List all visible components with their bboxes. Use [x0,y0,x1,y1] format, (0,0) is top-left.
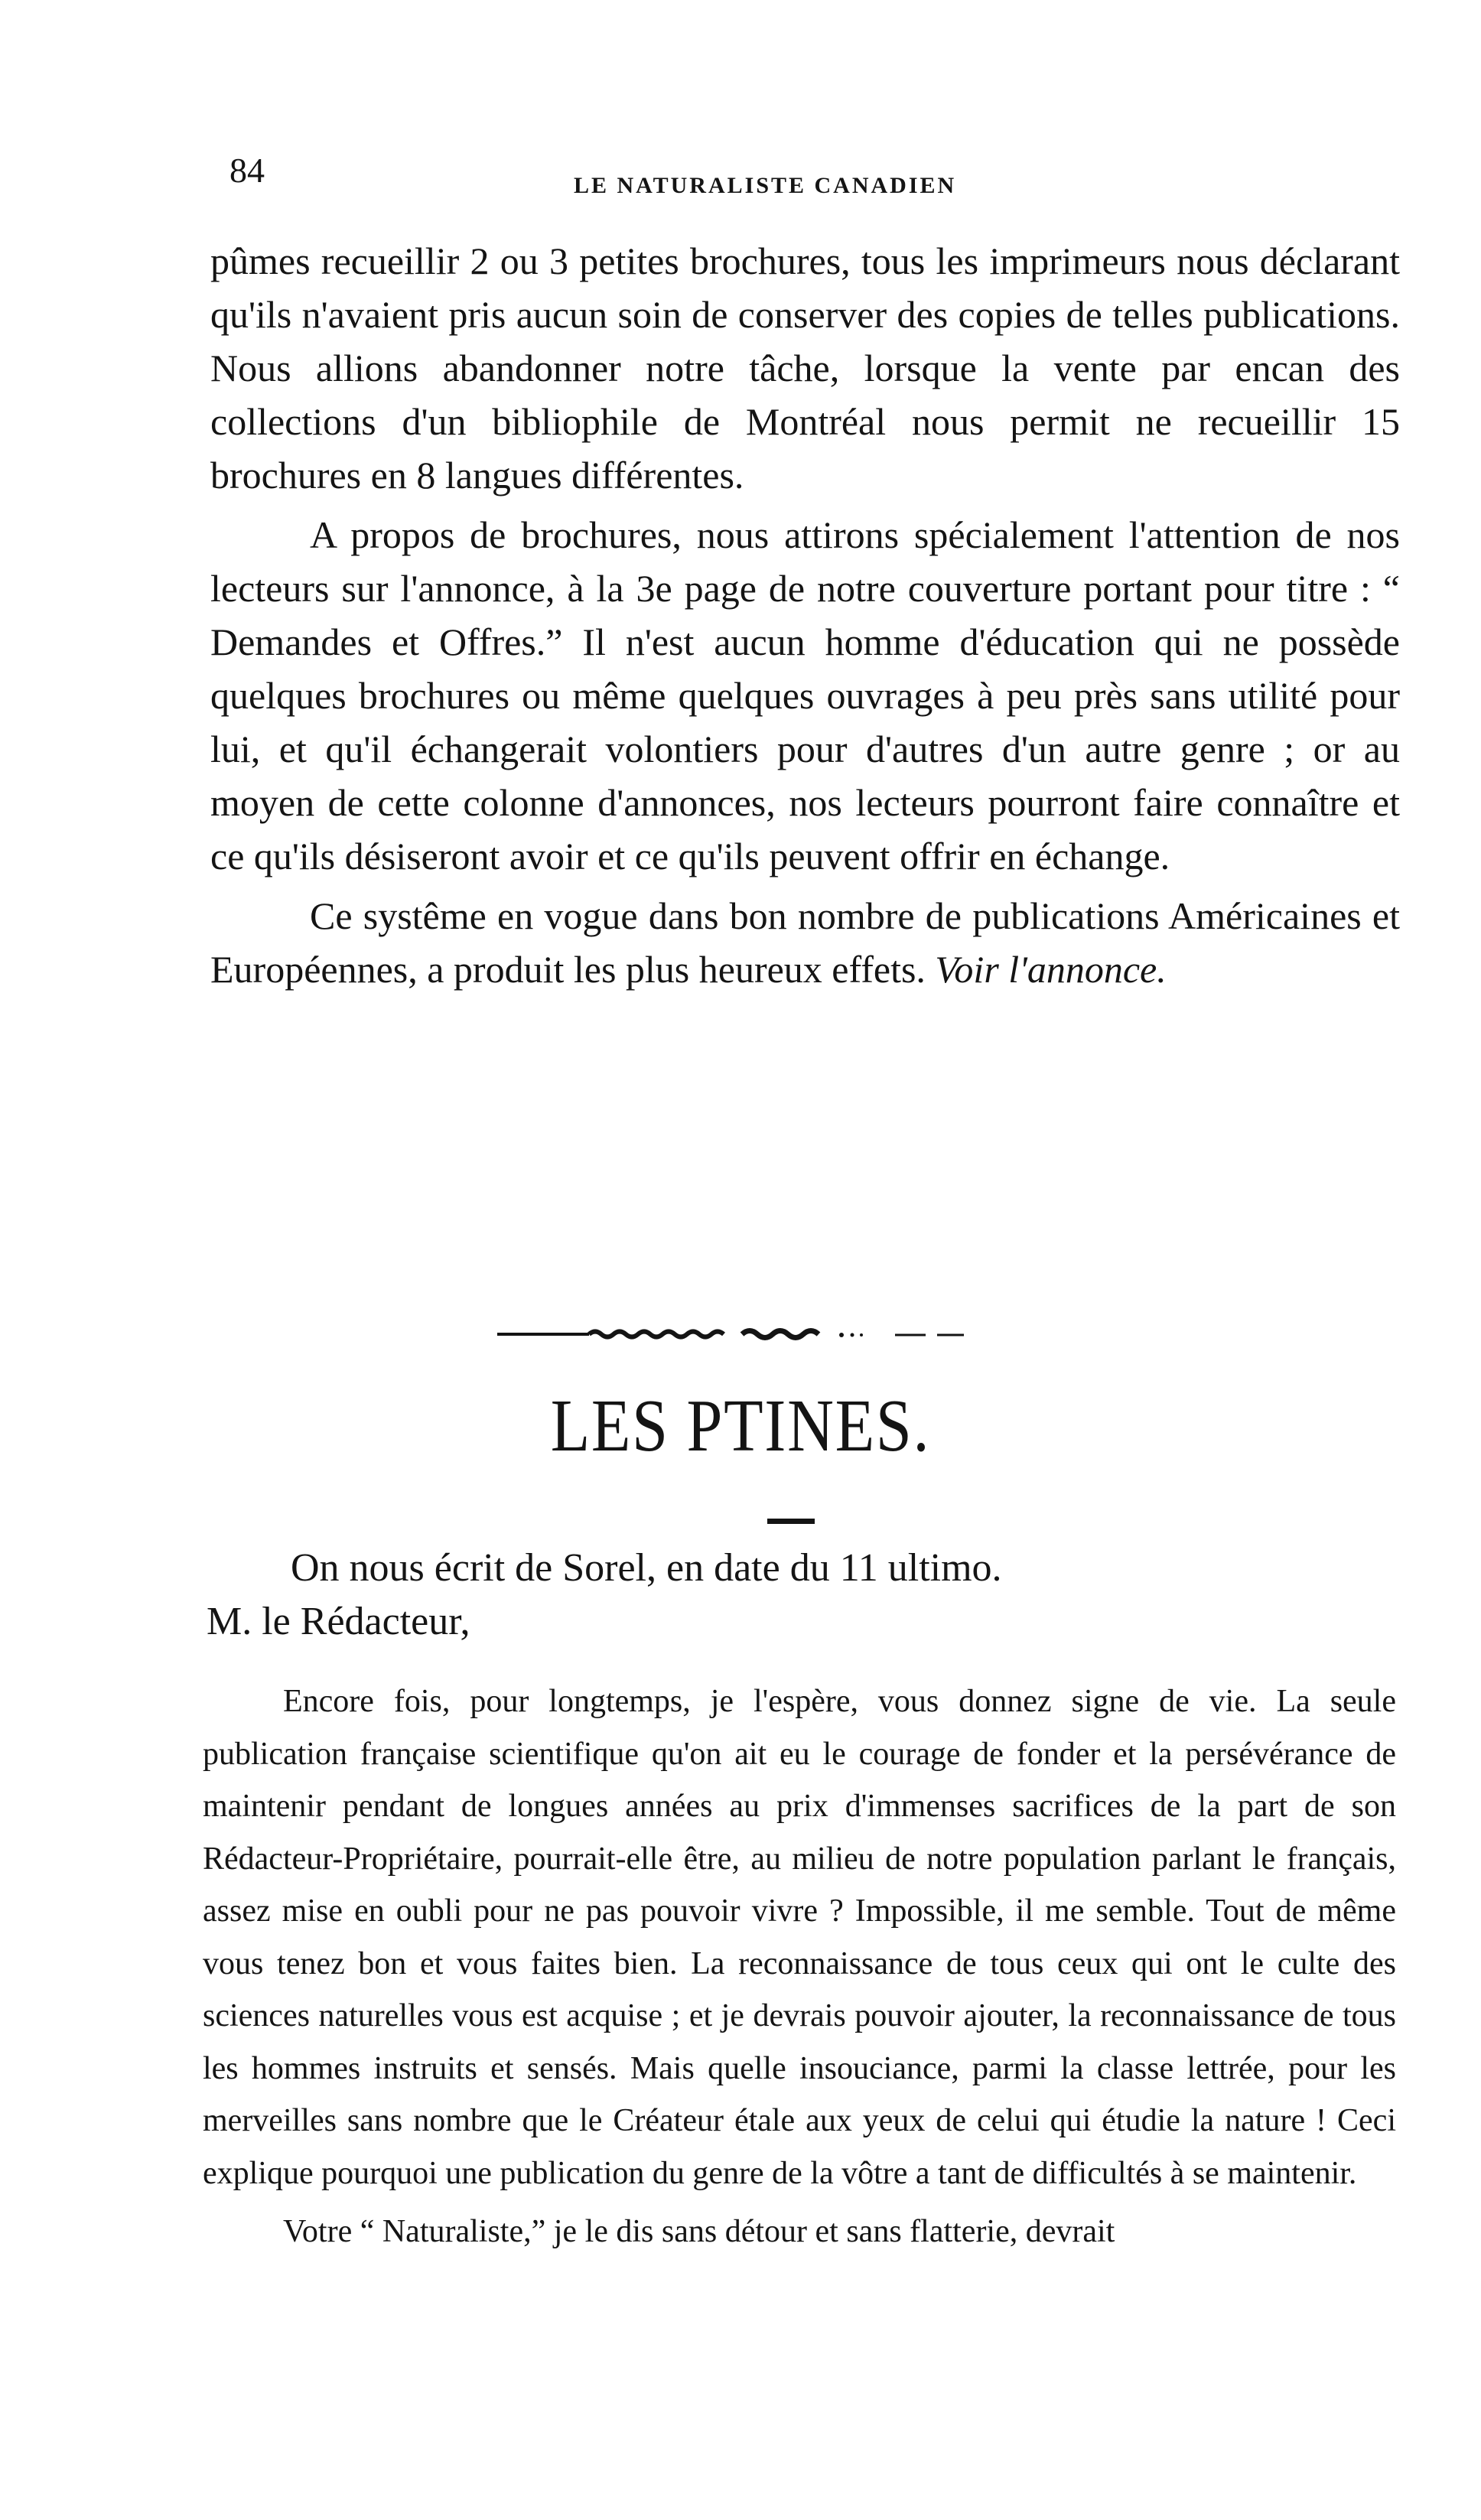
title-rule [767,1519,815,1524]
journal-title: LE NATURALISTE CANADIEN [574,173,957,198]
intro-text [210,234,1400,996]
letter-body [203,1675,1396,2258]
intro-paragraph-3 [210,889,1400,996]
section-title: LES PTINES. [550,1385,931,1467]
intro-paragraph-1: pûmes recueillir 2 ou 3 petites brochures, tous les imprimeurs nous déclarant qu'ils n'avaient pris aucun soin de conserver des copies de telles publications. Nous allions abandonner notre tâche, lorsque la vente par encan des collections d'un bibliophile de Montréal nous permit ne recueillir 15 brochures en 8 langues différentes. [210,239,1400,497]
intro-paragraph-3-text: Ce systême en vogue dans bon nombre de publications Américaines et Européennes, a produit les plus heureux effets. [210,894,1400,991]
letter-salutation: M. le Rédacteur, [207,1600,470,1643]
running-header [229,150,1400,203]
ornamental-divider [497,1323,1063,1346]
letter-dateline: On nous écrit de Sorel, en date du 11 ultimo. [291,1546,1002,1590]
see-advertisement-note: Voir l'annonce. [935,948,1167,991]
page-number: 84 [229,151,265,190]
letter-paragraph-1: Encore fois, pour longtemps, je l'espère, vous donnez signe de vie. La seule publication française scientifique qu'on ait eu le courage de fonder et la persévérance de maintenir pendant de longues années au prix d'immenses sacrifices de la part de son Rédacteur-Propriétaire, pourrait-elle être, au milieu de notre population parlant le français, assez mise en oubli pour ne pas pouvoir vivre ? Impossible, il me semble. Tout de même vous tenez bon et vous faites bien. La reconnaissance de tous ceux qui ont le culte des sciences naturelles vous est acquise ; et je devrais pouvoir ajouter, la reconnaissance de tous les hommes instruits et sensés. Mais quelle insouciance, parmi la classe lettrée, pour les merveilles sans nombre que le Créateur étale aux yeux de celui qui étudie la nature ! Ceci explique pourquoi une publication du genre de la vôtre a tant de difficultés à se maintenir. [203,1684,1396,2191]
intro-paragraph-2: A propos de brochures, nous attirons spécialement l'attention de nos lecteurs sur l'annonce, à la 3e page de notre couverture portant pour titre : “ Demandes et Offres.” Il n'est aucun homme d'éducation qui ne possède quelques brochures ou même quelques ouvrages à peu près sans utilité pour lui, et qu'il échangerait volontiers pour d'autres d'un autre genre ; or au moyen de cette colonne d'annonces, nos lecteurs pourront faire connaître et ce qu'ils désiseront avoir et ce qu'ils peuvent offrir en échange. [210,513,1400,877]
letter-paragraph-2: Votre “ Naturaliste,” je le dis sans détour et sans flatterie, devrait [283,2214,1115,2249]
